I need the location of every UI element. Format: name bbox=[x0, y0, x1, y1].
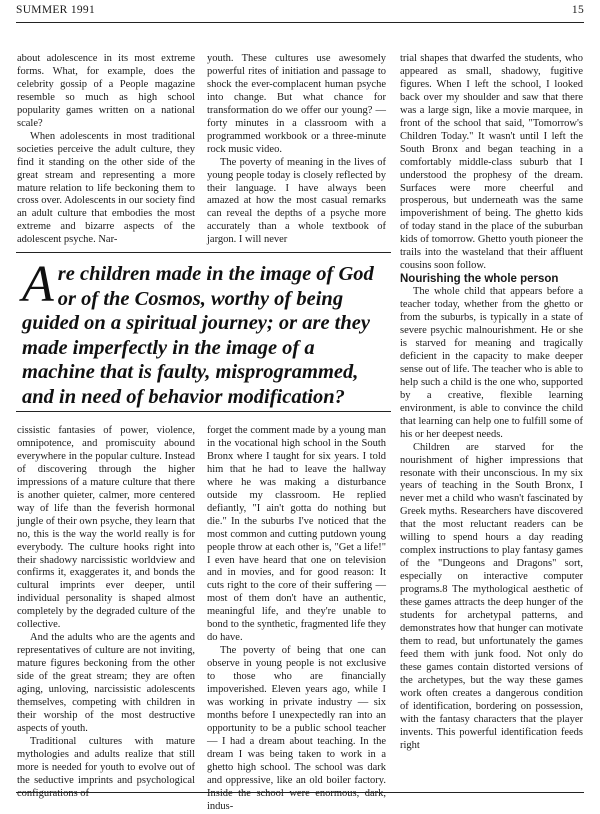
pull-quote bbox=[22, 256, 392, 409]
paragraph: about adolescence in its most extreme forms. What, for example, does the celebrity gossip of a People magazine resemble so much as high school popularity games written on a national scale? bbox=[17, 53, 195, 129]
column-1-bottom bbox=[17, 425, 195, 801]
paragraph: Traditional cultures with mature mythologies and adults realize that still more is needed for youth to evolve out of the seductive imprints and psychological configurations of bbox=[17, 735, 195, 799]
paragraph: cissistic fantasies of power, violence, omnipotence, and promiscuity abound everywhere in the popular culture. Instead of discovering through the higher impressions of a mature culture that there is another quieter, calmer, more centered way of life than the feverish hormonal jungle of their own psyche, they learn that no, this is the way the world really is for everybody. The culture hooks right into their shadowy narcissistic worldview and confirms it, exaggerates it, and bonds the cultural imprints ever deeper, until individual personality is shaped almost completely by the degraded culture of the collective. bbox=[17, 425, 195, 631]
pull-quote-bottom-rule bbox=[16, 411, 391, 412]
section-heading: Nourishing the whole person bbox=[400, 273, 559, 286]
pull-quote-drop-cap: A bbox=[22, 256, 54, 313]
paragraph: trial shapes that dwarfed the students, who appeared as small, shadowy, fugitive figures. When I left the school, I looked back over my shoulder and saw that there was a large sign, like a movie marquee, in front of the school that said, "Tomorrow's Children Today." It wasn't until I left the South Bronx and began teaching in a comfortably middle-class suburb that I understood the prophesy of the dream. Surfaces were more cheerful and prosperous, but underneath was the same impoverishment of being. The ghetto kids of today stand in the place of the suburban kids of tomorrow. Ghetto youth pioneer the trails into the wasteland that their affluent cousins soon follow. bbox=[400, 53, 583, 272]
paragraph: And the adults who are the agents and representatives of culture are not inviting, mature figures beckoning from the other side of the great stream; they are often aging, unloving, narcissistic adolescents themselves, competing with children in their worship of the most destructive aspects of youth. bbox=[17, 632, 195, 734]
page-number: 15 bbox=[571, 4, 584, 16]
footer-rule bbox=[16, 792, 584, 793]
paragraph: youth. These cultures use awesomely powerful rites of initiation and passage to shock the ever-complacent human psyche into change. But what chance for transformation do we offer our young? — forty minutes in a classroom with a programmed workbook or a three-minute rock music video. bbox=[207, 53, 386, 155]
column-1-top bbox=[17, 53, 195, 247]
paragraph: Children are starved for the nourishment of higher impressions that resonate with their unconscious. In my six years of teaching in the South Bronx, I never met a child who wasn't fascinated by Greek myths. Researchers have discovered that the most reluctant readers can be willing to spend hours a day reading complex instructions to play fantasy games of the "Dungeons and Dragons" sort, especially on interactive computer programs.8 The mythological aesthetic of these games attracts the deep hunger of the students for archetypal patterns, and demonstrates how that hunger can motivate them to read, but unfortunately the games feed them with junk food. Not only do these games contain distorted versions of the archetypes, but the way these games work often creates a dangerous condition of identification, bordering on possession, with the fantasy characters that the player invents. This powerful identification feeds right bbox=[400, 441, 583, 751]
paragraph: The poverty of meaning in the lives of young people today is closely reflected by their language. I have always been amazed at how the most casual remarks can reveal the depths of a psyche more accurately than a whole textbook of jargon. I will never bbox=[207, 156, 386, 246]
paragraph: The whole child that appears before a teacher today, whether from the ghetto or from the suburbs, is typically in a state of severe psychic malnourishment. He or she is starved for meaning and tragically deficient in the capacity to make deeper sense out of life. The teacher who is able to help such a child is the one who, supported by a creative, flexible learning environment, is able to convince the child that learning can help one to fulfill some of his or her deepest needs. bbox=[400, 286, 583, 440]
column-3 bbox=[400, 53, 583, 752]
issue-label: SUMMER 1991 bbox=[16, 4, 96, 16]
running-header bbox=[16, 4, 584, 20]
paragraph: The poverty of being that one can observe in young people is not exclusive to those who are financially impoverished. Eleven years ago, while I was working in private industry — six months before I unexpectedly ran into an opportunity to be a public school teacher — I had a dream about teaching. In the dream I was being taken to work in a ghetto high school. The school was dark and oppressive, like an old boiler factory. Inside the school were enormous, dark, indus- bbox=[207, 645, 386, 812]
pull-quote-top-rule bbox=[16, 252, 391, 253]
column-2-bottom bbox=[207, 425, 386, 814]
column-2-top bbox=[207, 53, 386, 247]
paragraph: forget the comment made by a young man in the vocational high school in the South Bronx where I taught for six years. I told him that he had to leave the hallway where he was making a disturbance outside my classroom. He replied defiantly, "I ain't gotta do nothing but die." In the suburbs I've noticed that the most common and cutting putdown young people throw at each other is, "Get a life!" I even have heard that one on television and in movies, and for good reason: It cuts right to the core of their suffering — most of them don't have an authentic, meaningful life, and they're unable to bond to the synthetic, fragmented life they do have. bbox=[207, 425, 386, 644]
header-rule bbox=[16, 22, 584, 23]
paragraph: When adolescents in most traditional societies perceive the adult culture, they find it standing on the other side of the great stream and representing a more mature relation to life beckoning them to cross over. Adolescents in our society find an adult culture that embodies the most extreme and bizarre aspects of the adolescent psyche. Nar- bbox=[17, 130, 195, 246]
pull-quote-text: re children made in the image of God or of the Cosmos, worthy of being guided on a spiritual journey; or are they made imperfectly in the image of a machine that is faulty, misprogrammed, and in need of behavior modification? bbox=[22, 263, 374, 408]
